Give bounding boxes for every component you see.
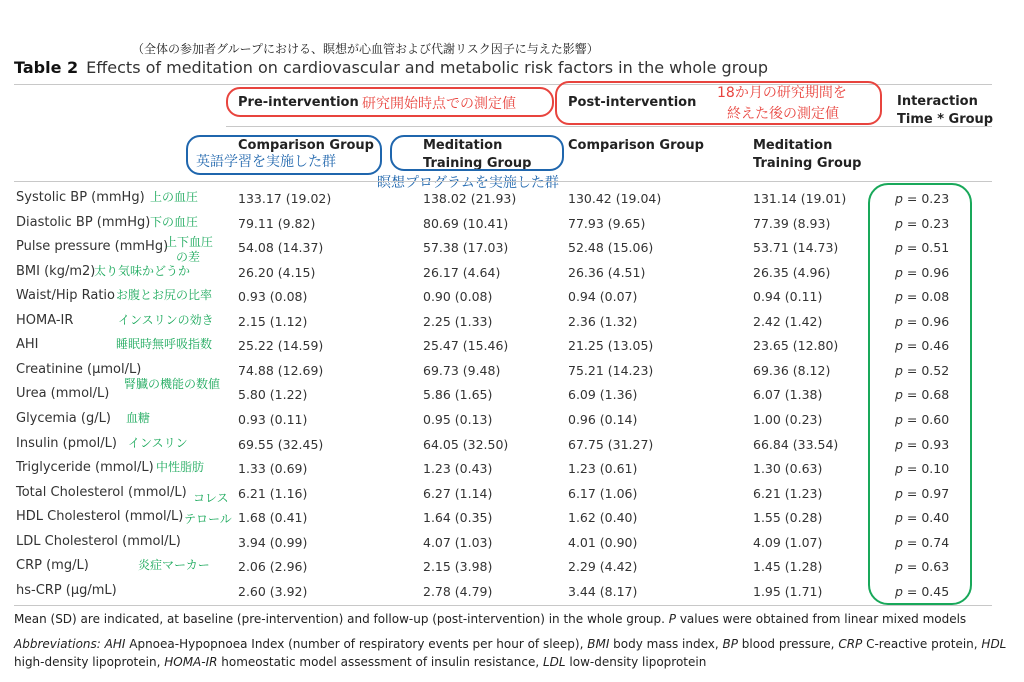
cell-post-meditation: 6.07 (1.38) <box>753 387 823 402</box>
cell-pre-meditation: 1.64 (0.35) <box>423 510 493 525</box>
p-equals: = <box>902 461 922 476</box>
cell-pre-meditation: 0.90 (0.08) <box>423 289 493 304</box>
cell-pre-meditation: 138.02 (21.93) <box>423 191 517 206</box>
cell-pre-meditation: 80.69 (10.41) <box>423 216 509 231</box>
footnote-fragment: low-density lipoprotein <box>565 655 707 669</box>
p-value: 0.63 <box>921 559 950 574</box>
pre-intervention-highlight <box>226 87 554 117</box>
row-label: HDL Cholesterol (mmol/L) <box>16 509 184 524</box>
p-symbol: p <box>895 191 903 206</box>
p-symbol: p <box>895 486 903 501</box>
row-label: AHI <box>16 337 39 352</box>
cell-post-comparison: 21.25 (13.05) <box>568 338 654 353</box>
post-intervention-note-line1: 18か月の研究期間を <box>717 85 847 101</box>
header-pre-meditation-line2: Training Group <box>423 156 532 171</box>
row-annotation: テロール <box>184 512 232 526</box>
cell-pre-meditation: 69.73 (9.48) <box>423 363 501 378</box>
cell-p-value <box>895 559 949 574</box>
cell-post-meditation: 1.00 (0.23) <box>753 412 823 427</box>
cell-p-value <box>895 191 949 206</box>
footnote-abbreviations-line2 <box>14 655 706 669</box>
cell-pre-comparison: 3.94 (0.99) <box>238 535 308 550</box>
row-label: Pulse pressure (mmHg) <box>16 239 169 254</box>
footnote-fragment: CRP <box>838 637 863 651</box>
row-label: Insulin (pmol/L) <box>16 436 117 451</box>
p-equals: = <box>902 216 922 231</box>
row-annotation: 太り気味かどうか <box>94 264 191 278</box>
p-value: 0.74 <box>921 535 950 550</box>
cell-p-value <box>895 535 949 550</box>
p-equals: = <box>902 314 922 329</box>
cell-post-comparison: 0.96 (0.14) <box>568 412 638 427</box>
footnote-fragment: blood pressure, <box>737 637 839 651</box>
row-annotation: 睡眠時無呼吸指数 <box>116 337 213 351</box>
cell-post-meditation: 1.30 (0.63) <box>753 461 823 476</box>
row-label: Glycemia (g/L) <box>16 411 111 426</box>
cell-post-meditation: 0.94 (0.11) <box>753 289 823 304</box>
cell-post-comparison: 0.94 (0.07) <box>568 289 638 304</box>
cell-pre-meditation: 4.07 (1.03) <box>423 535 493 550</box>
p-symbol: p <box>895 363 903 378</box>
p-equals: = <box>902 191 922 206</box>
footnote-fragment: high-density lipoprotein, <box>14 655 165 669</box>
p-symbol: p <box>895 265 903 280</box>
header-post-meditation-line1: Meditation <box>753 138 833 153</box>
cell-post-comparison: 77.93 (9.65) <box>568 216 646 231</box>
cell-post-meditation: 131.14 (19.01) <box>753 191 847 206</box>
p-value: 0.51 <box>921 240 950 255</box>
footnote-mean-sd-text: Mean (SD) are indicated, at baseline (pre-intervention) and follow-up (post-intervention) in the whole group. <box>14 612 669 626</box>
comparison-group-note: 英語学習を実施した群 <box>196 154 336 170</box>
table-title <box>14 58 768 77</box>
footnote-fragment: Abbreviations: AHI <box>14 637 126 651</box>
p-symbol: p <box>895 289 903 304</box>
cell-post-comparison: 67.75 (31.27) <box>568 437 654 452</box>
header-pre-meditation-line1: Meditation <box>423 138 503 153</box>
row-annotation: コレス <box>193 491 229 505</box>
header-pre-intervention: Pre-intervention <box>238 95 359 110</box>
row-annotation-line2: の差 <box>176 250 201 264</box>
p-equals: = <box>902 265 922 280</box>
p-symbol: p <box>895 559 903 574</box>
p-equals: = <box>902 289 922 304</box>
comparison-group-highlight <box>186 135 382 175</box>
meditation-group-note: 瞑想プログラムを実施した群 <box>377 175 559 191</box>
p-symbol: p <box>895 216 903 231</box>
cell-post-meditation: 4.09 (1.07) <box>753 535 823 550</box>
row-annotation: 血糖 <box>126 411 151 425</box>
p-value: 0.23 <box>921 216 950 231</box>
p-value: 0.96 <box>921 265 950 280</box>
cell-pre-meditation: 5.86 (1.65) <box>423 387 493 402</box>
cell-post-meditation: 1.45 (1.28) <box>753 559 823 574</box>
header-divider <box>226 126 992 127</box>
pre-intervention-note: 研究開始時点での測定値 <box>362 96 516 112</box>
p-value: 0.23 <box>921 191 950 206</box>
cell-pre-comparison: 54.08 (14.37) <box>238 240 324 255</box>
p-symbol: p <box>895 412 903 427</box>
cell-pre-comparison: 79.11 (9.82) <box>238 216 316 231</box>
row-label: Total Cholesterol (mmol/L) <box>16 485 187 500</box>
cell-p-value <box>895 461 949 476</box>
p-equals: = <box>902 387 922 402</box>
cell-post-comparison: 3.44 (8.17) <box>568 584 638 599</box>
footnote-fragment: BP <box>722 637 738 651</box>
creatinine-urea-note: 腎臓の機能の数値 <box>124 377 221 391</box>
cell-pre-comparison: 26.20 (4.15) <box>238 265 316 280</box>
row-annotation: インスリンの効き <box>118 313 214 327</box>
cell-post-comparison: 2.36 (1.32) <box>568 314 638 329</box>
cell-p-value <box>895 338 949 353</box>
cell-pre-meditation: 2.15 (3.98) <box>423 559 493 574</box>
cell-pre-comparison: 2.06 (2.96) <box>238 559 308 574</box>
footnote-fragment: Apnoea-Hypopnoea Index (number of respiratory events per hour of sleep), <box>125 637 588 651</box>
p-value: 0.10 <box>921 461 950 476</box>
p-equals: = <box>902 437 922 452</box>
row-label: Diastolic BP (mmHg) <box>16 215 151 230</box>
cell-p-value <box>895 437 949 452</box>
cell-pre-comparison: 69.55 (32.45) <box>238 437 324 452</box>
cell-p-value <box>895 240 949 255</box>
post-intervention-note-line2: 終えた後の測定値 <box>727 106 839 122</box>
row-label: HOMA-IR <box>16 313 74 328</box>
cell-post-comparison: 6.09 (1.36) <box>568 387 638 402</box>
cell-pre-meditation: 2.78 (4.79) <box>423 584 493 599</box>
p-symbol: p <box>895 535 903 550</box>
p-symbol: p <box>895 240 903 255</box>
row-annotation: お腹とお尻の比率 <box>116 288 213 302</box>
table-bottom-rule <box>14 605 992 606</box>
cell-post-comparison: 1.23 (0.61) <box>568 461 638 476</box>
cell-p-value <box>895 265 949 280</box>
cell-post-meditation: 23.65 (12.80) <box>753 338 839 353</box>
row-annotation: 下の血圧 <box>150 215 199 229</box>
p-equals: = <box>902 584 922 599</box>
cell-p-value <box>895 216 949 231</box>
cell-p-value <box>895 289 949 304</box>
cell-pre-comparison: 0.93 (0.11) <box>238 412 308 427</box>
p-value: 0.45 <box>921 584 950 599</box>
footnote-mean-sd <box>14 612 966 626</box>
footnote-fragment: C-reactive protein, <box>862 637 982 651</box>
row-label: BMI (kg/m2) <box>16 264 96 279</box>
p-symbol: p <box>895 387 903 402</box>
p-symbol: p <box>895 437 903 452</box>
p-value: 0.60 <box>921 412 950 427</box>
header-interaction-line1: Interaction <box>897 94 978 109</box>
p-value: 0.08 <box>921 289 950 304</box>
header-pre-comparison: Comparison Group <box>238 138 374 153</box>
p-equals: = <box>902 240 922 255</box>
cell-pre-meditation: 1.23 (0.43) <box>423 461 493 476</box>
p-value: 0.68 <box>921 387 950 402</box>
cell-post-comparison: 26.36 (4.51) <box>568 265 646 280</box>
cell-pre-meditation: 57.38 (17.03) <box>423 240 509 255</box>
cell-pre-comparison: 2.60 (3.92) <box>238 584 308 599</box>
header-post-intervention: Post-intervention <box>568 95 697 110</box>
row-label: Waist/Hip Ratio <box>16 288 115 303</box>
p-symbol: p <box>895 338 903 353</box>
row-label: Systolic BP (mmHg) <box>16 190 145 205</box>
p-symbol: p <box>895 584 903 599</box>
cell-pre-comparison: 1.68 (0.41) <box>238 510 308 525</box>
header-interaction-line2: Time * Group <box>897 112 994 127</box>
p-equals: = <box>902 412 922 427</box>
cell-p-value <box>895 486 949 501</box>
cell-post-comparison: 2.29 (4.42) <box>568 559 638 574</box>
row-label: Creatinine (μmol/L) <box>16 362 142 377</box>
cell-pre-comparison: 6.21 (1.16) <box>238 486 308 501</box>
cell-post-comparison: 4.01 (0.90) <box>568 535 638 550</box>
cell-pre-meditation: 0.95 (0.13) <box>423 412 493 427</box>
cell-pre-comparison: 74.88 (12.69) <box>238 363 324 378</box>
meditation-group-highlight <box>390 135 564 171</box>
cell-pre-comparison: 2.15 (1.12) <box>238 314 308 329</box>
cell-pre-meditation: 26.17 (4.64) <box>423 265 501 280</box>
p-equals: = <box>902 510 922 525</box>
row-annotation: インスリン <box>128 436 188 450</box>
p-symbol: p <box>895 510 903 525</box>
row-label: CRP (mg/L) <box>16 558 89 573</box>
cell-pre-meditation: 6.27 (1.14) <box>423 486 493 501</box>
table-label: Table 2 <box>14 58 79 77</box>
footnote-fragment: HDL <box>981 637 1007 651</box>
p-equals: = <box>902 535 922 550</box>
cell-post-meditation: 53.71 (14.73) <box>753 240 839 255</box>
cell-pre-comparison: 133.17 (19.02) <box>238 191 332 206</box>
row-annotation: 上下血圧 <box>165 235 214 249</box>
cell-post-comparison: 75.21 (14.23) <box>568 363 654 378</box>
cell-post-meditation: 69.36 (8.12) <box>753 363 831 378</box>
row-annotation: 中性脂肪 <box>156 460 205 474</box>
footnote-fragment: BMI <box>587 637 610 651</box>
cell-post-meditation: 66.84 (33.54) <box>753 437 839 452</box>
cell-pre-meditation: 25.47 (15.46) <box>423 338 509 353</box>
p-equals: = <box>902 363 922 378</box>
footnote-abbreviations-line1 <box>14 637 1006 651</box>
cell-post-meditation: 6.21 (1.23) <box>753 486 823 501</box>
cell-post-comparison: 1.62 (0.40) <box>568 510 638 525</box>
p-value: 0.93 <box>921 437 950 452</box>
p-value: 0.97 <box>921 486 950 501</box>
cell-pre-comparison: 25.22 (14.59) <box>238 338 324 353</box>
cell-pre-comparison: 0.93 (0.08) <box>238 289 308 304</box>
p-symbol: p <box>895 314 903 329</box>
row-annotation: 炎症マーカー <box>138 558 210 572</box>
p-equals: = <box>902 559 922 574</box>
cell-post-meditation: 2.42 (1.42) <box>753 314 823 329</box>
p-equals: = <box>902 486 922 501</box>
post-intervention-highlight <box>555 81 882 125</box>
p-equals: = <box>902 338 922 353</box>
p-value: 0.40 <box>921 510 950 525</box>
p-value: 0.52 <box>921 363 950 378</box>
footnote-fragment: body mass index, <box>609 637 723 651</box>
cell-p-value <box>895 584 949 599</box>
row-annotation: 上の血圧 <box>150 190 199 204</box>
row-label: Urea (mmol/L) <box>16 386 110 401</box>
cell-pre-comparison: 1.33 (0.69) <box>238 461 308 476</box>
cell-post-meditation: 26.35 (4.96) <box>753 265 831 280</box>
footnote-fragment: HOMA-IR <box>164 655 218 669</box>
cell-p-value <box>895 510 949 525</box>
row-label: LDL Cholesterol (mmol/L) <box>16 534 181 549</box>
row-label: Triglyceride (mmol/L) <box>16 460 154 475</box>
japanese-caption: （全体の参加者グループにおける、瞑想が心血管および代謝リスク因子に与えた影響） <box>132 42 599 56</box>
cell-pre-meditation: 64.05 (32.50) <box>423 437 509 452</box>
cell-p-value <box>895 363 949 378</box>
p-value: 0.96 <box>921 314 950 329</box>
footnote-fragment: homeostatic model assessment of insulin resistance, <box>217 655 543 669</box>
cell-post-comparison: 130.42 (19.04) <box>568 191 662 206</box>
cell-pre-comparison: 5.80 (1.22) <box>238 387 308 402</box>
cell-p-value <box>895 412 949 427</box>
cell-post-comparison: 6.17 (1.06) <box>568 486 638 501</box>
header-post-meditation-line2: Training Group <box>753 156 862 171</box>
footnote-mean-sd-text-end: values were obtained from linear mixed models <box>676 612 967 626</box>
header-post-comparison: Comparison Group <box>568 138 704 153</box>
cell-post-meditation: 77.39 (8.93) <box>753 216 831 231</box>
cell-post-comparison: 52.48 (15.06) <box>568 240 654 255</box>
footnote-fragment: LDL <box>542 655 566 669</box>
p-symbol: p <box>895 461 903 476</box>
cell-p-value <box>895 387 949 402</box>
footnote-p-symbol: P <box>668 612 676 626</box>
cell-post-meditation: 1.55 (0.28) <box>753 510 823 525</box>
cell-pre-meditation: 2.25 (1.33) <box>423 314 493 329</box>
cell-post-meditation: 1.95 (1.71) <box>753 584 823 599</box>
row-label: hs-CRP (μg/mL) <box>16 583 117 598</box>
table-title-text: Effects of meditation on cardiovascular and metabolic risk factors in the whole group <box>86 58 769 77</box>
cell-p-value <box>895 314 949 329</box>
p-value: 0.46 <box>921 338 950 353</box>
header-bottom-rule <box>14 181 992 182</box>
